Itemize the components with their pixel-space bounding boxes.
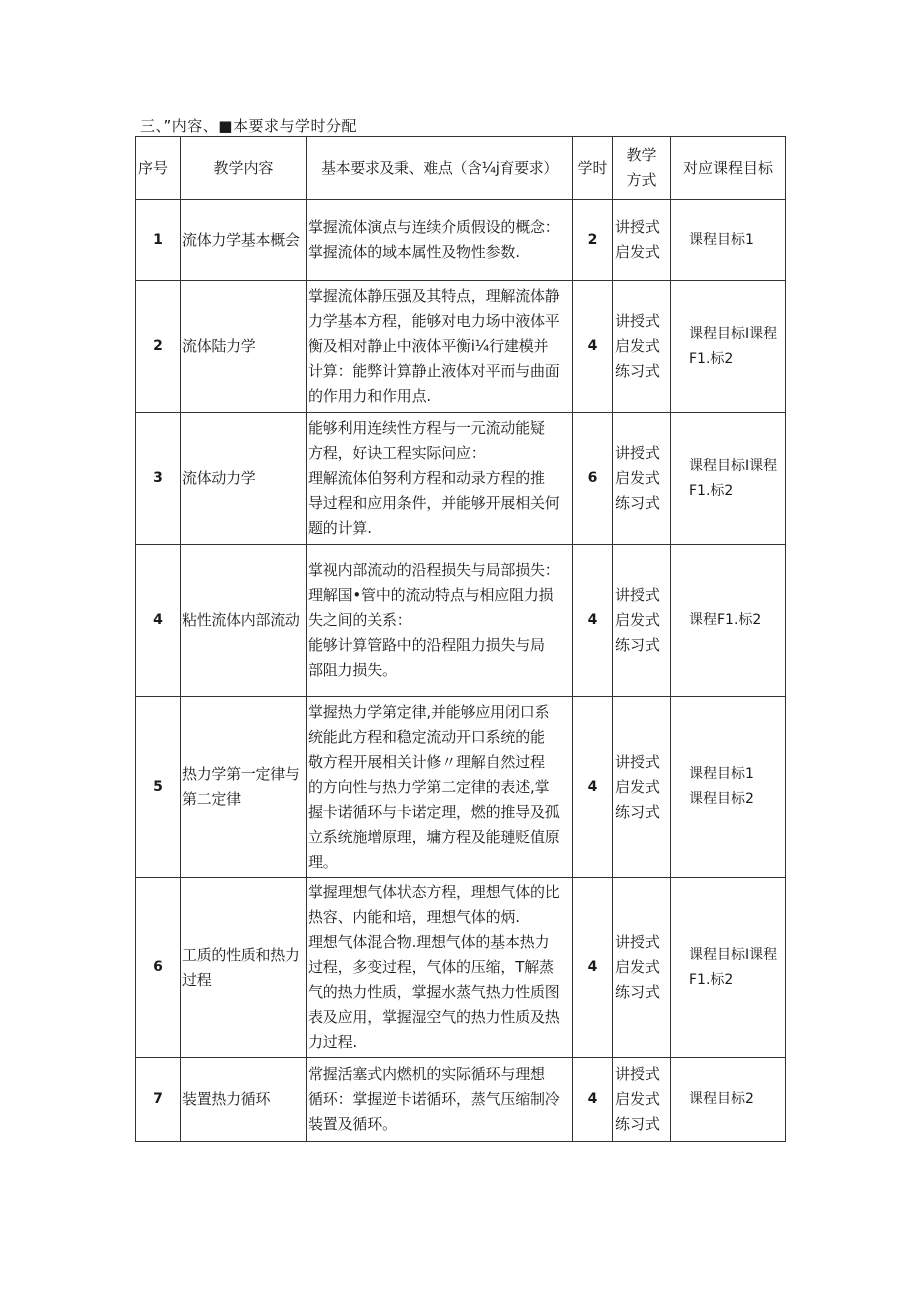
requirements-line: 统能此方程和稳定流动开口系统的能 bbox=[308, 727, 545, 746]
teaching-method-line: 启发式 bbox=[615, 958, 661, 976]
teaching-content bbox=[181, 878, 307, 1058]
requirements-line: 气的热力性质，掌握水蒸气热力性质图 bbox=[308, 983, 560, 1001]
teaching-content bbox=[181, 413, 307, 545]
requirements-line: 立系统施增原理，墉方程及能璉贬值原 bbox=[308, 827, 560, 846]
hours: 6 bbox=[573, 413, 613, 545]
course-goal-line: 课程目标I课程 bbox=[689, 946, 778, 963]
course-goal bbox=[671, 200, 786, 281]
header-no: 序号 bbox=[136, 137, 181, 200]
requirements-line: 常握活塞式内燃机的实际循环与理想 bbox=[308, 1065, 545, 1083]
requirements-line: 理。 bbox=[308, 852, 338, 871]
requirements-line: 敬方程开展相关计修〃理解自然过程 bbox=[308, 752, 545, 771]
teaching-method-line: 练习式 bbox=[615, 802, 661, 821]
teaching-method-line: 启发式 bbox=[615, 611, 661, 629]
requirements-line: 力过程. bbox=[308, 1033, 357, 1051]
teaching-content-line: 工质的性质和热力 bbox=[182, 945, 300, 964]
requirements-line: 过程，多变过程，气体的压缩，T解蒸 bbox=[308, 958, 554, 976]
requirements bbox=[307, 413, 573, 545]
requirements-line: 理解国•管中的流动特点与相应阻力损 bbox=[308, 586, 554, 604]
hours: 2 bbox=[573, 200, 613, 281]
requirements bbox=[307, 281, 573, 413]
teaching-method-line: 启发式 bbox=[615, 777, 661, 796]
row-number: 1 bbox=[136, 200, 181, 281]
requirements-line: 部阻力损失。 bbox=[308, 661, 397, 679]
requirements-line: 掌视内部流动的沿程损失与局部损失： bbox=[308, 561, 560, 579]
course-goal bbox=[671, 878, 786, 1058]
teaching-method-line: 讲授式 bbox=[615, 218, 661, 236]
table-row bbox=[136, 878, 786, 1058]
requirements-line: 计算：能弊计算静止液体对平而与曲面 bbox=[308, 362, 560, 380]
course-goal-line: F1.标2 bbox=[689, 482, 734, 499]
teaching-method-line: 练习式 bbox=[615, 494, 661, 512]
course-goal bbox=[671, 1058, 786, 1142]
requirements-line: 掌握流体的域本属性及物性参数. bbox=[308, 243, 520, 261]
header-hours: 学时 bbox=[573, 137, 613, 200]
table-row bbox=[136, 545, 786, 697]
teaching-method-line: 讲授式 bbox=[615, 933, 661, 951]
requirements-line: 题的计算. bbox=[308, 519, 372, 537]
requirements-line: 能够计算管路中的沿程阻力损失与局 bbox=[308, 636, 545, 654]
requirements-line: 衡及相对静止中液体平衡i¼行建模并 bbox=[308, 337, 549, 355]
hours: 4 bbox=[573, 545, 613, 697]
teaching-method-line: 讲授式 bbox=[615, 312, 661, 330]
row-number: 7 bbox=[136, 1058, 181, 1142]
hours: 4 bbox=[573, 1058, 613, 1142]
requirements-line: 的作用力和作用点. bbox=[308, 387, 431, 405]
requirements-line: 方程，好诀工程实际问应： bbox=[308, 444, 486, 462]
header-requirements: 基本要求及秉、难点（含¼j育要求） bbox=[307, 137, 573, 200]
table-row bbox=[136, 413, 786, 545]
teaching-content-line: 流体动力学 bbox=[182, 469, 256, 487]
teaching-method bbox=[613, 281, 671, 413]
course-goal bbox=[671, 281, 786, 413]
header-content: 教学内容 bbox=[181, 137, 307, 200]
requirements-line: 热容、内能和培，理想气体的炳. bbox=[308, 908, 520, 926]
hours: 4 bbox=[573, 281, 613, 413]
course-goal-line: 课程目标1 bbox=[689, 766, 754, 782]
requirements-line: 理想气体混合物.理想气体的基本热力 bbox=[308, 933, 550, 951]
table-row bbox=[136, 697, 786, 878]
requirements-line: 循环：掌握逆卡诺循环，蒸气压缩制冷 bbox=[308, 1090, 560, 1108]
section-title: 三、”内容、■本要求与学时分配 bbox=[140, 117, 357, 135]
teaching-method-line: 讲授式 bbox=[615, 586, 661, 604]
teaching-method-line: 练习式 bbox=[615, 1115, 661, 1133]
course-content-table bbox=[135, 136, 786, 1142]
course-goal-line: F1.标2 bbox=[689, 971, 734, 988]
teaching-method bbox=[613, 697, 671, 878]
teaching-method-line: 练习式 bbox=[615, 636, 661, 654]
teaching-method-line: 讲授式 bbox=[615, 444, 661, 462]
teaching-content bbox=[181, 200, 307, 281]
requirements bbox=[307, 697, 573, 878]
course-goal-line: 课程目标2 bbox=[689, 791, 754, 807]
course-goal-line: 课程目标I课程 bbox=[689, 457, 778, 474]
teaching-method bbox=[613, 413, 671, 545]
requirements-line: 失之间的关系： bbox=[308, 611, 412, 629]
teaching-method bbox=[613, 200, 671, 281]
header-goal: 对应课程目标 bbox=[671, 137, 786, 200]
row-number: 6 bbox=[136, 878, 181, 1058]
teaching-content-line: 第二定律 bbox=[182, 790, 241, 808]
requirements bbox=[307, 1058, 573, 1142]
teaching-content bbox=[181, 1058, 307, 1142]
hours: 4 bbox=[573, 878, 613, 1058]
row-number: 3 bbox=[136, 413, 181, 545]
requirements-line: 力学基本方程，能够对电力场中液体平 bbox=[308, 312, 560, 330]
requirements-line: 掌握流体静压强及其特点，理解流体静 bbox=[308, 287, 560, 305]
row-number: 5 bbox=[136, 697, 181, 878]
requirements-line: 握卡诺循环与卡诺定理，燃的推导及孤 bbox=[308, 802, 560, 821]
teaching-method-line: 练习式 bbox=[615, 362, 661, 380]
course-goal bbox=[671, 413, 786, 545]
header-method bbox=[613, 137, 671, 200]
header-row bbox=[136, 137, 786, 200]
requirements-line: 掌握理想气体状态方程，理想气体的比 bbox=[308, 883, 560, 901]
course-goal bbox=[671, 545, 786, 697]
teaching-content bbox=[181, 281, 307, 413]
requirements bbox=[307, 878, 573, 1058]
requirements bbox=[307, 200, 573, 281]
teaching-method bbox=[613, 878, 671, 1058]
teaching-content-line: 流体陆力学 bbox=[182, 337, 256, 355]
teaching-method-line: 讲授式 bbox=[615, 1065, 661, 1083]
teaching-content bbox=[181, 545, 307, 697]
course-goal-line: 课程F1.标2 bbox=[689, 612, 762, 628]
teaching-method-line: 练习式 bbox=[615, 983, 661, 1001]
header-method-line1: 教学 bbox=[626, 146, 657, 164]
header-method-line2: 方式 bbox=[626, 171, 657, 189]
requirements-line: 理解流体伯努利方程和动录方程的推 bbox=[308, 469, 545, 487]
requirements-line: 掌握流体演点与连续介质假设的概念： bbox=[308, 218, 560, 236]
course-goal-line: 课程目标2 bbox=[689, 1091, 754, 1107]
requirements bbox=[307, 545, 573, 697]
teaching-method-line: 启发式 bbox=[615, 1090, 661, 1108]
teaching-method-line: 讲授式 bbox=[615, 752, 661, 771]
hours: 4 bbox=[573, 697, 613, 878]
requirements-line: 表及应用，掌握湿空气的热力性质及热 bbox=[308, 1008, 560, 1026]
requirements-line: 的方向性与热力学第二定律的表述,掌 bbox=[308, 777, 550, 796]
teaching-content-line: 粘性流体内部流动 bbox=[182, 611, 300, 629]
teaching-content-line: 装置热力循环 bbox=[182, 1090, 271, 1108]
course-goal-line: 课程目标1 bbox=[689, 231, 754, 248]
teaching-method bbox=[613, 545, 671, 697]
row-number: 4 bbox=[136, 545, 181, 697]
row-number: 2 bbox=[136, 281, 181, 413]
teaching-content bbox=[181, 697, 307, 878]
requirements-line: 装置及循环。 bbox=[308, 1115, 397, 1133]
teaching-method-line: 启发式 bbox=[615, 337, 661, 355]
table-row bbox=[136, 1058, 786, 1142]
requirements-line: 掌握热力学第定律,并能够应用闭口系 bbox=[308, 702, 550, 721]
teaching-method-line: 启发式 bbox=[615, 469, 661, 487]
teaching-method-line: 启发式 bbox=[615, 243, 661, 261]
teaching-content-line: 热力学第一定律与 bbox=[182, 765, 300, 783]
course-goal bbox=[671, 697, 786, 878]
requirements-line: 导过程和应用条件，并能够开展相关何 bbox=[308, 494, 560, 512]
teaching-method bbox=[613, 1058, 671, 1142]
teaching-content-line: 过程 bbox=[182, 970, 212, 989]
table-row bbox=[136, 281, 786, 413]
table-row bbox=[136, 200, 786, 281]
requirements-line: 能够利用连续性方程与一元流动能疑 bbox=[308, 419, 545, 437]
teaching-content-line: 流体力学基本概会 bbox=[182, 230, 300, 249]
course-goal-line: F1.标2 bbox=[689, 350, 734, 367]
course-goal-line: 课程目标I课程 bbox=[689, 325, 778, 342]
